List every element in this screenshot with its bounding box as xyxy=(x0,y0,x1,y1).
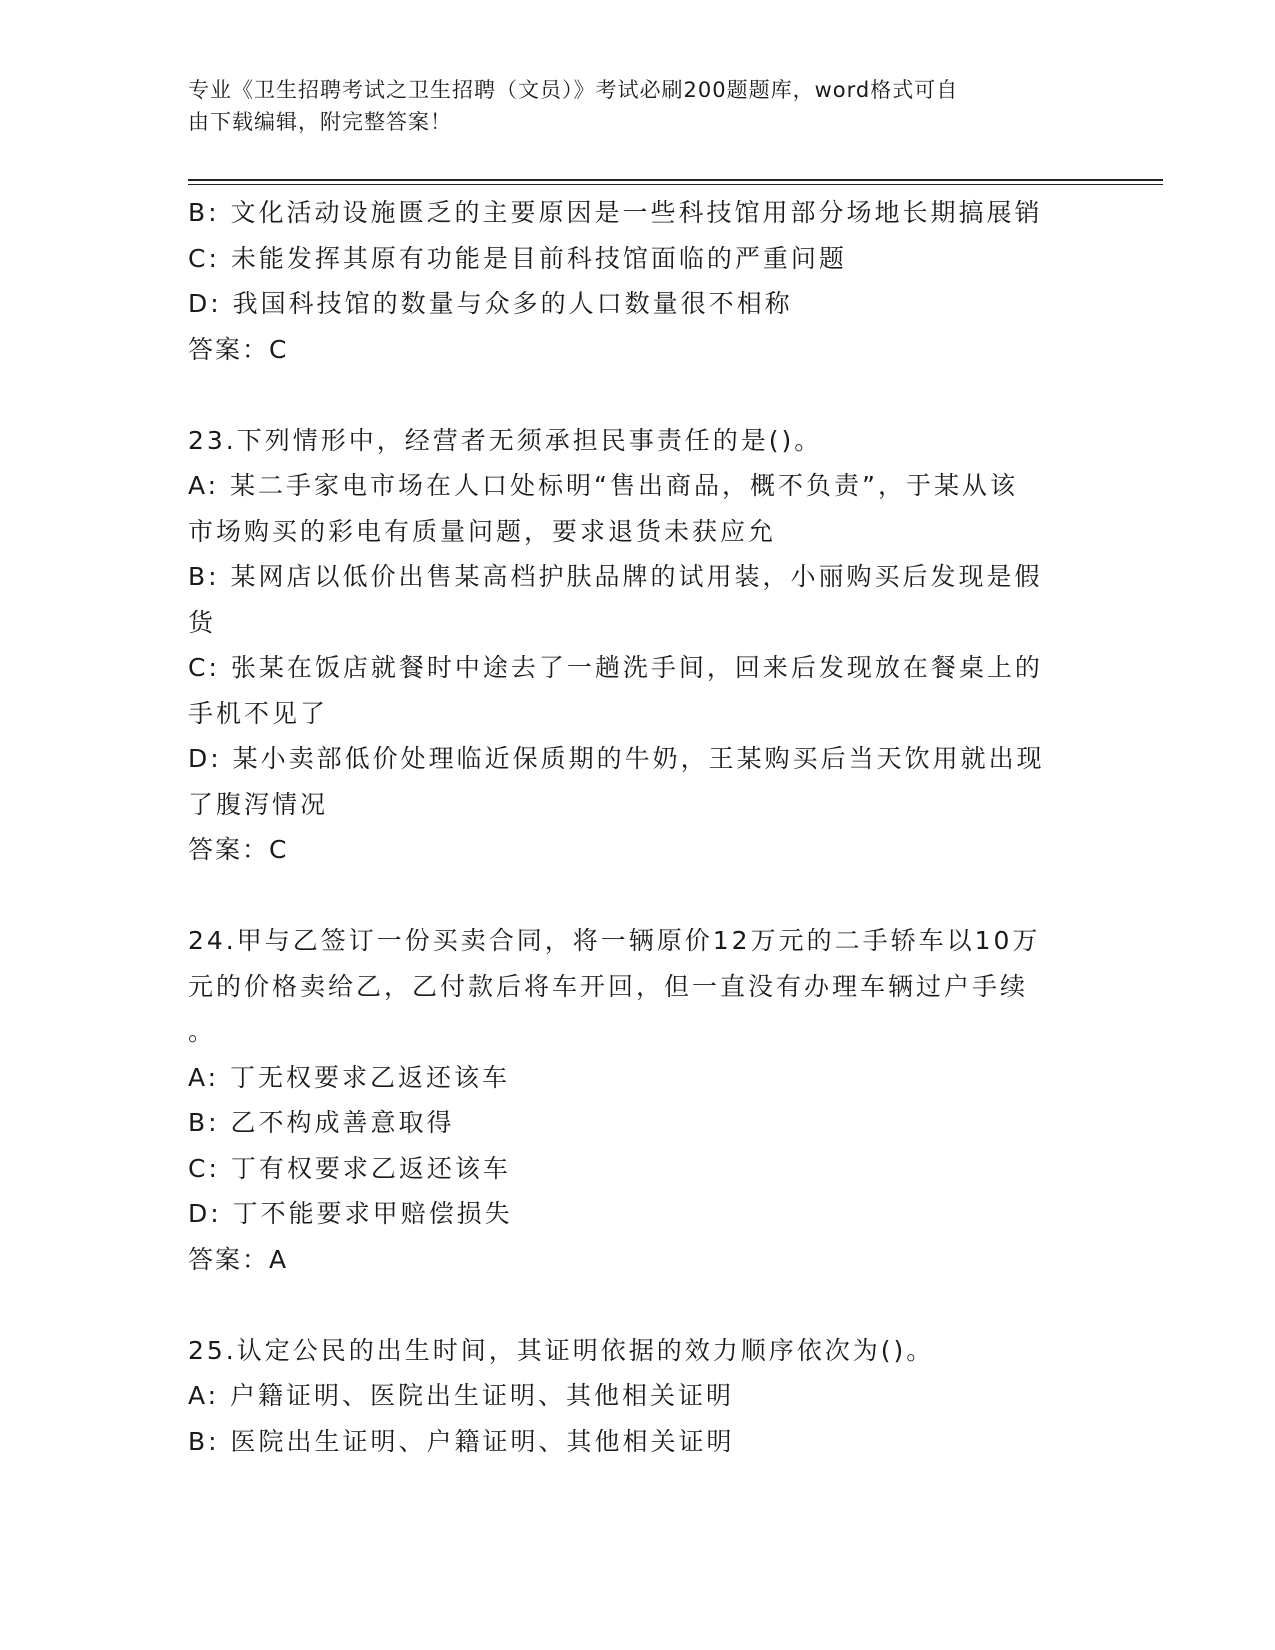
document-header xyxy=(188,74,1068,138)
q24-question-line-2: 元的价格卖给乙，乙付款后将车开回，但一直没有办理车辆过户手续 xyxy=(188,971,1029,1001)
header-rule-thin xyxy=(188,184,1163,185)
q22-option-d: D: 我国科技馆的数量与众多的人口数量很不相称 xyxy=(188,289,793,318)
spacer xyxy=(188,873,1088,919)
q24-option-b: B: 乙不构成善意取得 xyxy=(188,1108,455,1137)
question-24 xyxy=(188,918,1088,1282)
header-line-2: 由下载编辑，附完整答案！ xyxy=(188,110,452,134)
q23-answer: 答案：C xyxy=(188,835,289,864)
q22-option-c: C: 未能发挥其原有功能是目前科技馆面临的严重问题 xyxy=(188,243,847,273)
q23-option-b-line-2: 货 xyxy=(188,607,217,637)
q24-question-line-3: 。 xyxy=(188,1017,217,1046)
question-25 xyxy=(188,1328,1088,1465)
spacer xyxy=(188,1282,1088,1328)
header-line-1: 专业《卫生招聘考试之卫生招聘（文员）》考试必刷200题题库，word格式可自 xyxy=(188,78,959,102)
q23-option-d-line-2: 了腹泻情况 xyxy=(188,789,329,819)
q24-question-line-1: 24.甲与乙签订一份买卖合同，将一辆原价12万元的二手轿车以10万 xyxy=(188,926,1041,955)
header-rule-thick xyxy=(188,179,1163,181)
q25-question: 25.认定公民的出生时间，其证明依据的效力顺序依次为()。 xyxy=(188,1335,935,1365)
question-22 xyxy=(188,190,1088,372)
spacer xyxy=(188,372,1088,418)
q24-option-c: C: 丁有权要求乙返还该车 xyxy=(188,1153,511,1183)
q23-question: 23.下列情形中，经营者无须承担民事责任的是()。 xyxy=(188,425,823,455)
q22-option-b: B: 文化活动设施匮乏的主要原因是一些科技馆用部分场地长期搞展销 xyxy=(188,198,1043,227)
q23-option-b-line-1: B: 某网店以低价出售某高档护肤品牌的试用装，小丽购买后发现是假 xyxy=(188,562,1043,591)
question-23 xyxy=(188,418,1088,873)
q25-option-b: B: 医院出生证明、户籍证明、其他相关证明 xyxy=(188,1426,735,1456)
q23-option-c-line-2: 手机不见了 xyxy=(188,698,329,728)
q24-answer: 答案：A xyxy=(188,1244,289,1274)
document-body xyxy=(188,190,1088,1464)
q23-option-d-line-1: D: 某小卖部低价处理临近保质期的牛奶，王某购买后当天饮用就出现 xyxy=(188,744,1045,773)
q24-option-d: D: 丁不能要求甲赔偿损失 xyxy=(188,1199,513,1228)
q22-answer: 答案：C xyxy=(188,334,289,364)
q23-option-a-line-1: A: 某二手家电市场在人口处标明“售出商品，概不负责”，于某从该 xyxy=(188,471,1018,500)
q23-option-c-line-1: C: 张某在饭店就餐时中途去了一趟洗手间，回来后发现放在餐桌上的 xyxy=(188,653,1043,682)
q24-option-a: A: 丁无权要求乙返还该车 xyxy=(188,1062,511,1092)
q25-option-a: A: 户籍证明、医院出生证明、其他相关证明 xyxy=(188,1381,735,1410)
q23-option-a-line-2: 市场购买的彩电有质量问题，要求退货未获应允 xyxy=(188,516,777,546)
